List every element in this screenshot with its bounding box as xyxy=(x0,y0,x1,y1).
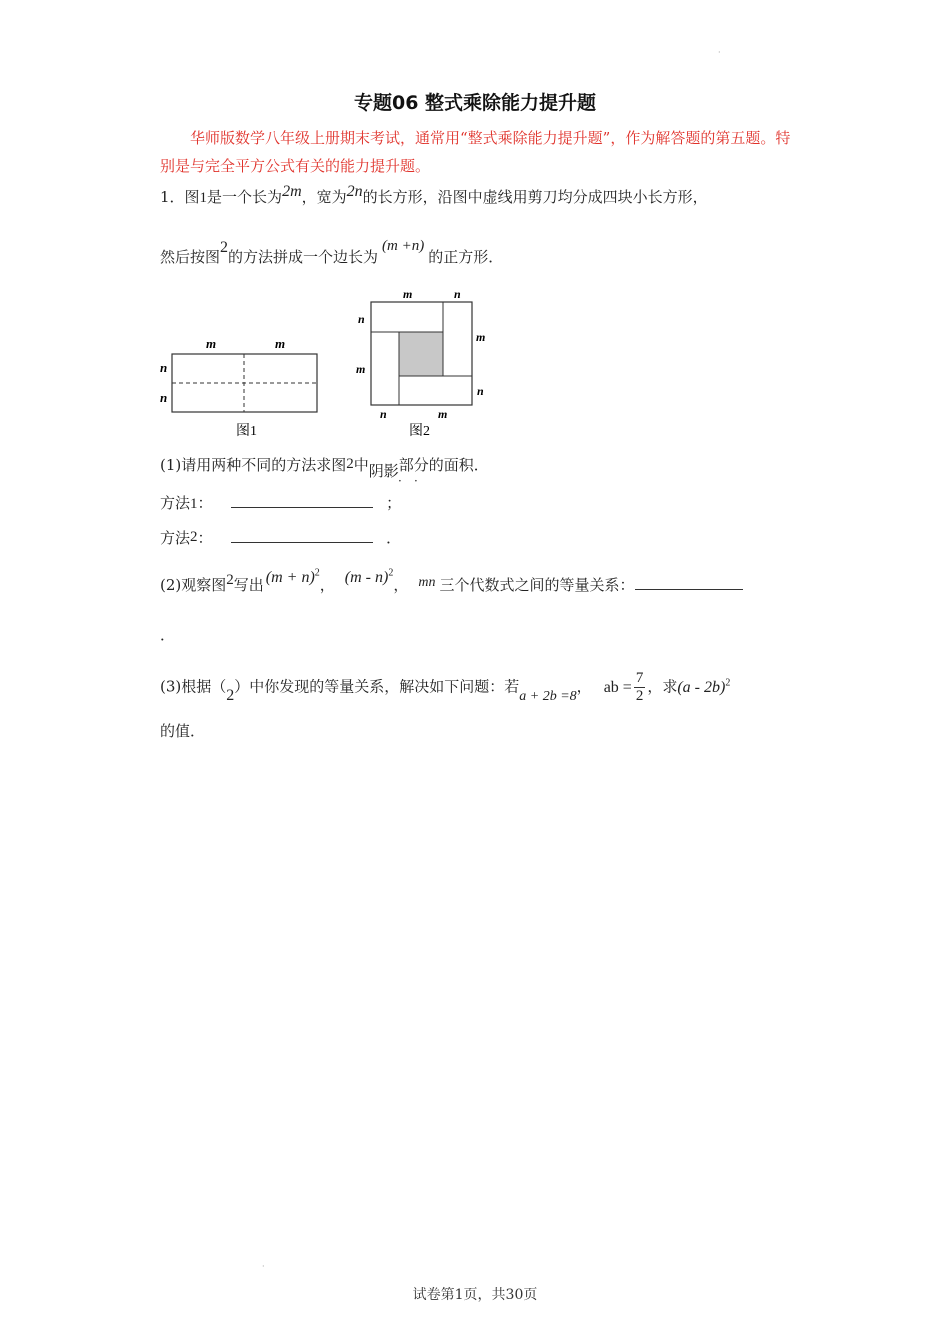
condition-product: ab = xyxy=(603,678,632,696)
method1-row: 方法1： ； xyxy=(160,494,402,512)
fig2-shaded-square xyxy=(399,332,443,376)
part1-question: (1)请用两种不同的方法求图2中阴影部分的面积． xyxy=(160,456,489,480)
part3-end: 的值． xyxy=(160,722,206,740)
emphasis-dot: · xyxy=(398,474,402,488)
part2-end-mark: ． xyxy=(160,626,176,644)
emphasis-dot: · xyxy=(414,474,418,488)
fig1-caption: 图1 xyxy=(236,424,257,439)
corner-mark: · xyxy=(718,48,721,57)
fig2-right-label: m xyxy=(476,330,486,344)
fig1-top-label: m xyxy=(206,336,217,351)
fig1-left-label: n xyxy=(160,360,168,375)
fig2-left-label: n xyxy=(358,312,365,326)
fig2-bottom-label: m xyxy=(438,407,448,421)
length-expr: 2m xyxy=(282,183,302,200)
fig2-bottom-label: n xyxy=(380,407,387,421)
q1-line2: 然后按图2的方法拼成一个边长为(m +n)的正方形． xyxy=(160,238,504,266)
expr-product: mn xyxy=(418,575,436,590)
figure1 xyxy=(150,330,335,442)
width-expr: 2n xyxy=(346,183,363,200)
intro-paragraph: 华师版数学八年级上册期末考试，通常用“整式乘除能力提升题”，作为解答题的第五题。特别是与完全平方公式有关的能力提升题。 xyxy=(160,129,791,175)
fig2-right-label: n xyxy=(477,384,484,398)
q1-line1: 1．图1是一个长为2m，宽为2n的长方形，沿图中虚线用剪刀均分成四块小长方形， xyxy=(160,183,708,206)
method1-answer-blank[interactable] xyxy=(231,493,373,508)
side-expr: (m +n) xyxy=(382,238,425,254)
method2-answer-blank[interactable] xyxy=(231,528,373,543)
target-expr: (a - 2b)$^2$ xyxy=(677,677,731,696)
expr-sum-square: $(m + n)^2$ xyxy=(265,567,320,586)
fraction-seven-halves: $\frac{7}{2}$ xyxy=(635,670,644,704)
fig1-top-label: m xyxy=(275,336,286,351)
part2-answer-blank[interactable] xyxy=(635,575,743,590)
fig1-left-label: n xyxy=(160,390,168,405)
page-title: 专题06 整式乘除能力提升题 xyxy=(353,92,597,114)
fig2-caption: 图2 xyxy=(409,424,430,439)
figure2 xyxy=(352,284,502,444)
fig2-top-label: m xyxy=(403,287,413,301)
footer-mark: · xyxy=(262,1262,265,1271)
expr-diff-square: (m - n)$^2$ xyxy=(344,567,394,586)
part3-question: (3)根据（2）中你发现的等量关系，解决如下问题：若a + 2b =8， ab = $\frac{7}{2}$ ，求(a - 2b)$^2$ xyxy=(160,670,731,704)
fig2-top-label: n xyxy=(454,287,461,301)
method2-row: 方法2： ． xyxy=(160,529,402,547)
page-footer: 试卷第1页，共30页 xyxy=(412,1287,538,1303)
part2-question: (2)观察图2写出 $(m + n)^2$， (m - n)$^2$， mn 三个代数式之间的等量关系： xyxy=(160,574,743,595)
fig2-left-label: m xyxy=(356,362,366,376)
emphasis-shaded: 阴影 xyxy=(368,462,399,480)
condition-sum: a + 2b =8 xyxy=(519,688,577,704)
